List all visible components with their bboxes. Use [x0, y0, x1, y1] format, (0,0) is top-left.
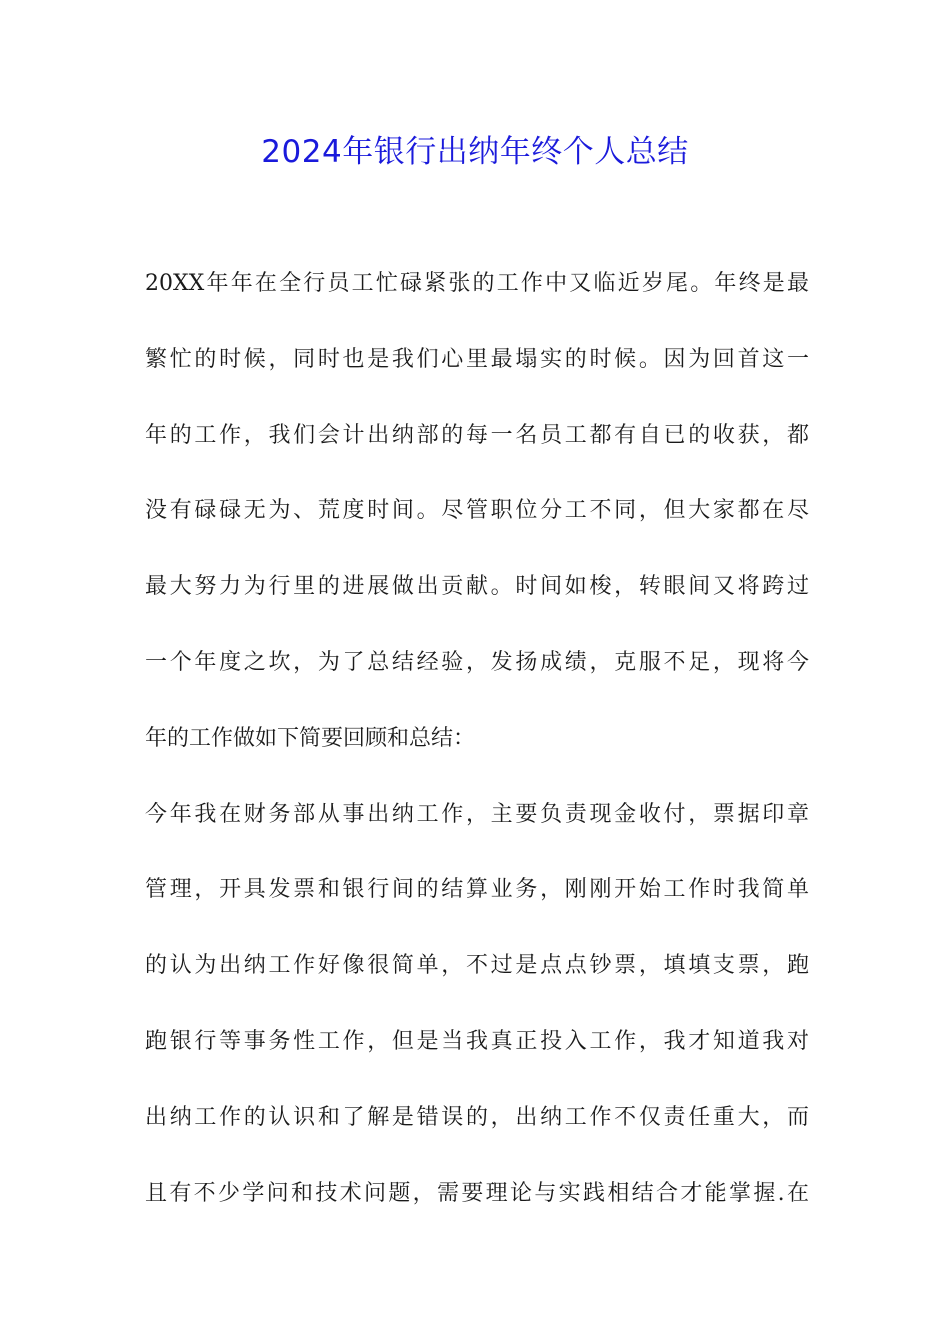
body-line: 今年我在财务部从事出纳工作，主要负责现金收付，票据印章: [145, 801, 809, 827]
body-line: 没有碌碌无为、荒度时间。尽管职位分工不同，但大家都在尽: [145, 498, 809, 524]
body-line: 20XX年年在全行员工忙碌紧张的工作中又临近岁尾。年终是最: [145, 271, 809, 296]
body-line: 管理，开具发票和银行间的结算业务，刚刚开始工作时我简单: [145, 877, 809, 903]
body-line: 年的工作做如下简要回顾和总结：: [145, 725, 476, 751]
document-title: 2024年银行出纳年终个人总结: [261, 134, 689, 170]
body-line: 一个年度之坎，为了总结经验，发扬成绩，克服不足，现将今: [145, 649, 809, 675]
body-line: 的认为出纳工作好像很简单，不过是点点钞票，填填支票，跑: [145, 953, 809, 979]
body-line: 且有不少学问和技术问题，需要理论与实践相结合才能掌握.在: [145, 1180, 809, 1206]
body-line: 最大努力为行里的进展做出贡献。时间如梭，转眼间又将跨过: [145, 574, 809, 600]
document-body: [145, 264, 809, 1249]
body-line: 繁忙的时候，同时也是我们心里最塌实的时候。因为回首这一: [145, 346, 809, 372]
body-line: 年的工作，我们会计出纳部的每一名员工都有自已的收获，都: [145, 422, 809, 448]
body-line: 出纳工作的认识和了解是错误的，出纳工作不仅责任重大，而: [145, 1104, 809, 1130]
body-line: 跑银行等事务性工作，但是当我真正投入工作，我才知道我对: [145, 1028, 809, 1054]
